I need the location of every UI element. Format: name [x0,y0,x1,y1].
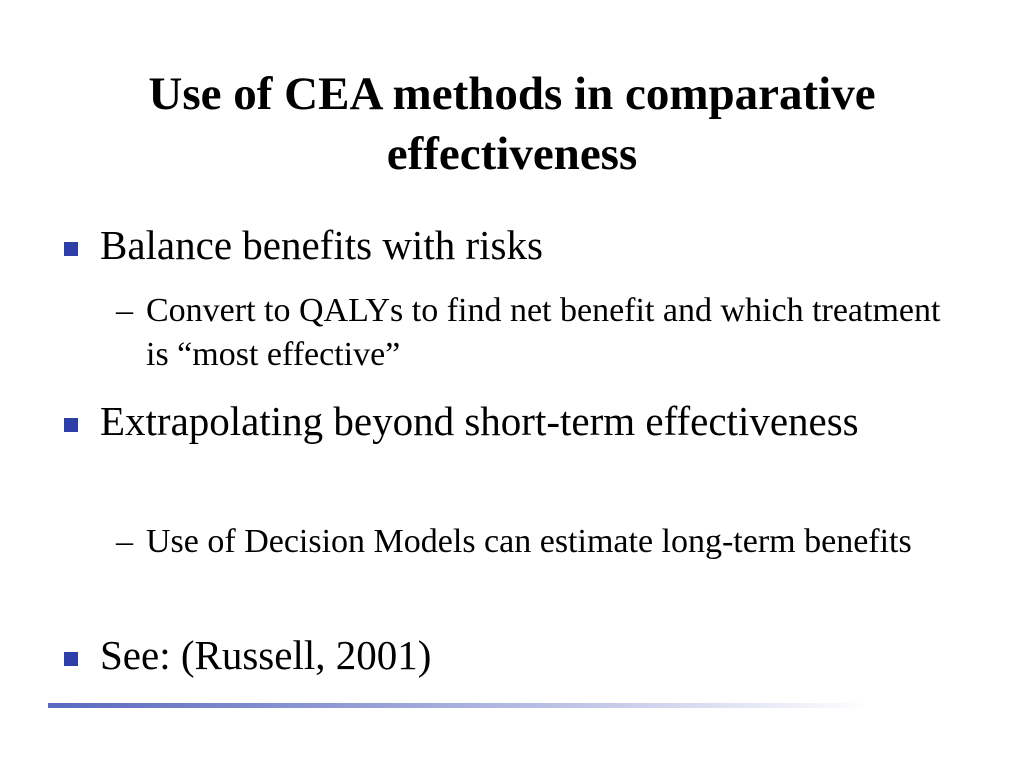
bullet-2-text: Extrapolating beyond short-term effectiveness [100,398,859,444]
footer-rule [48,703,868,708]
square-bullet-icon [64,652,78,666]
dash-icon: – [116,292,133,329]
square-bullet-icon [64,418,78,432]
square-bullet-icon [64,242,78,256]
bullet-3 [100,632,970,679]
slide-title: Use of CEA methods in comparative effectiveness [148,68,876,180]
bullet-2-sub-1-text: Use of Decision Models can estimate long-term benefits [146,523,912,560]
bullet-1-sub-1 [116,289,966,377]
bullet-2-sub-1 [116,520,966,564]
bullet-1-text: Balance benefits with risks [100,222,543,268]
bullet-3-text: See: (Russell, 2001) [100,632,432,678]
bullet-1 [100,222,970,269]
dash-icon: – [116,523,133,560]
bullet-1-sub-1-text: Convert to QALYs to find net benefit and which treatment is “most effective” [146,292,941,373]
bullet-2 [100,398,970,445]
